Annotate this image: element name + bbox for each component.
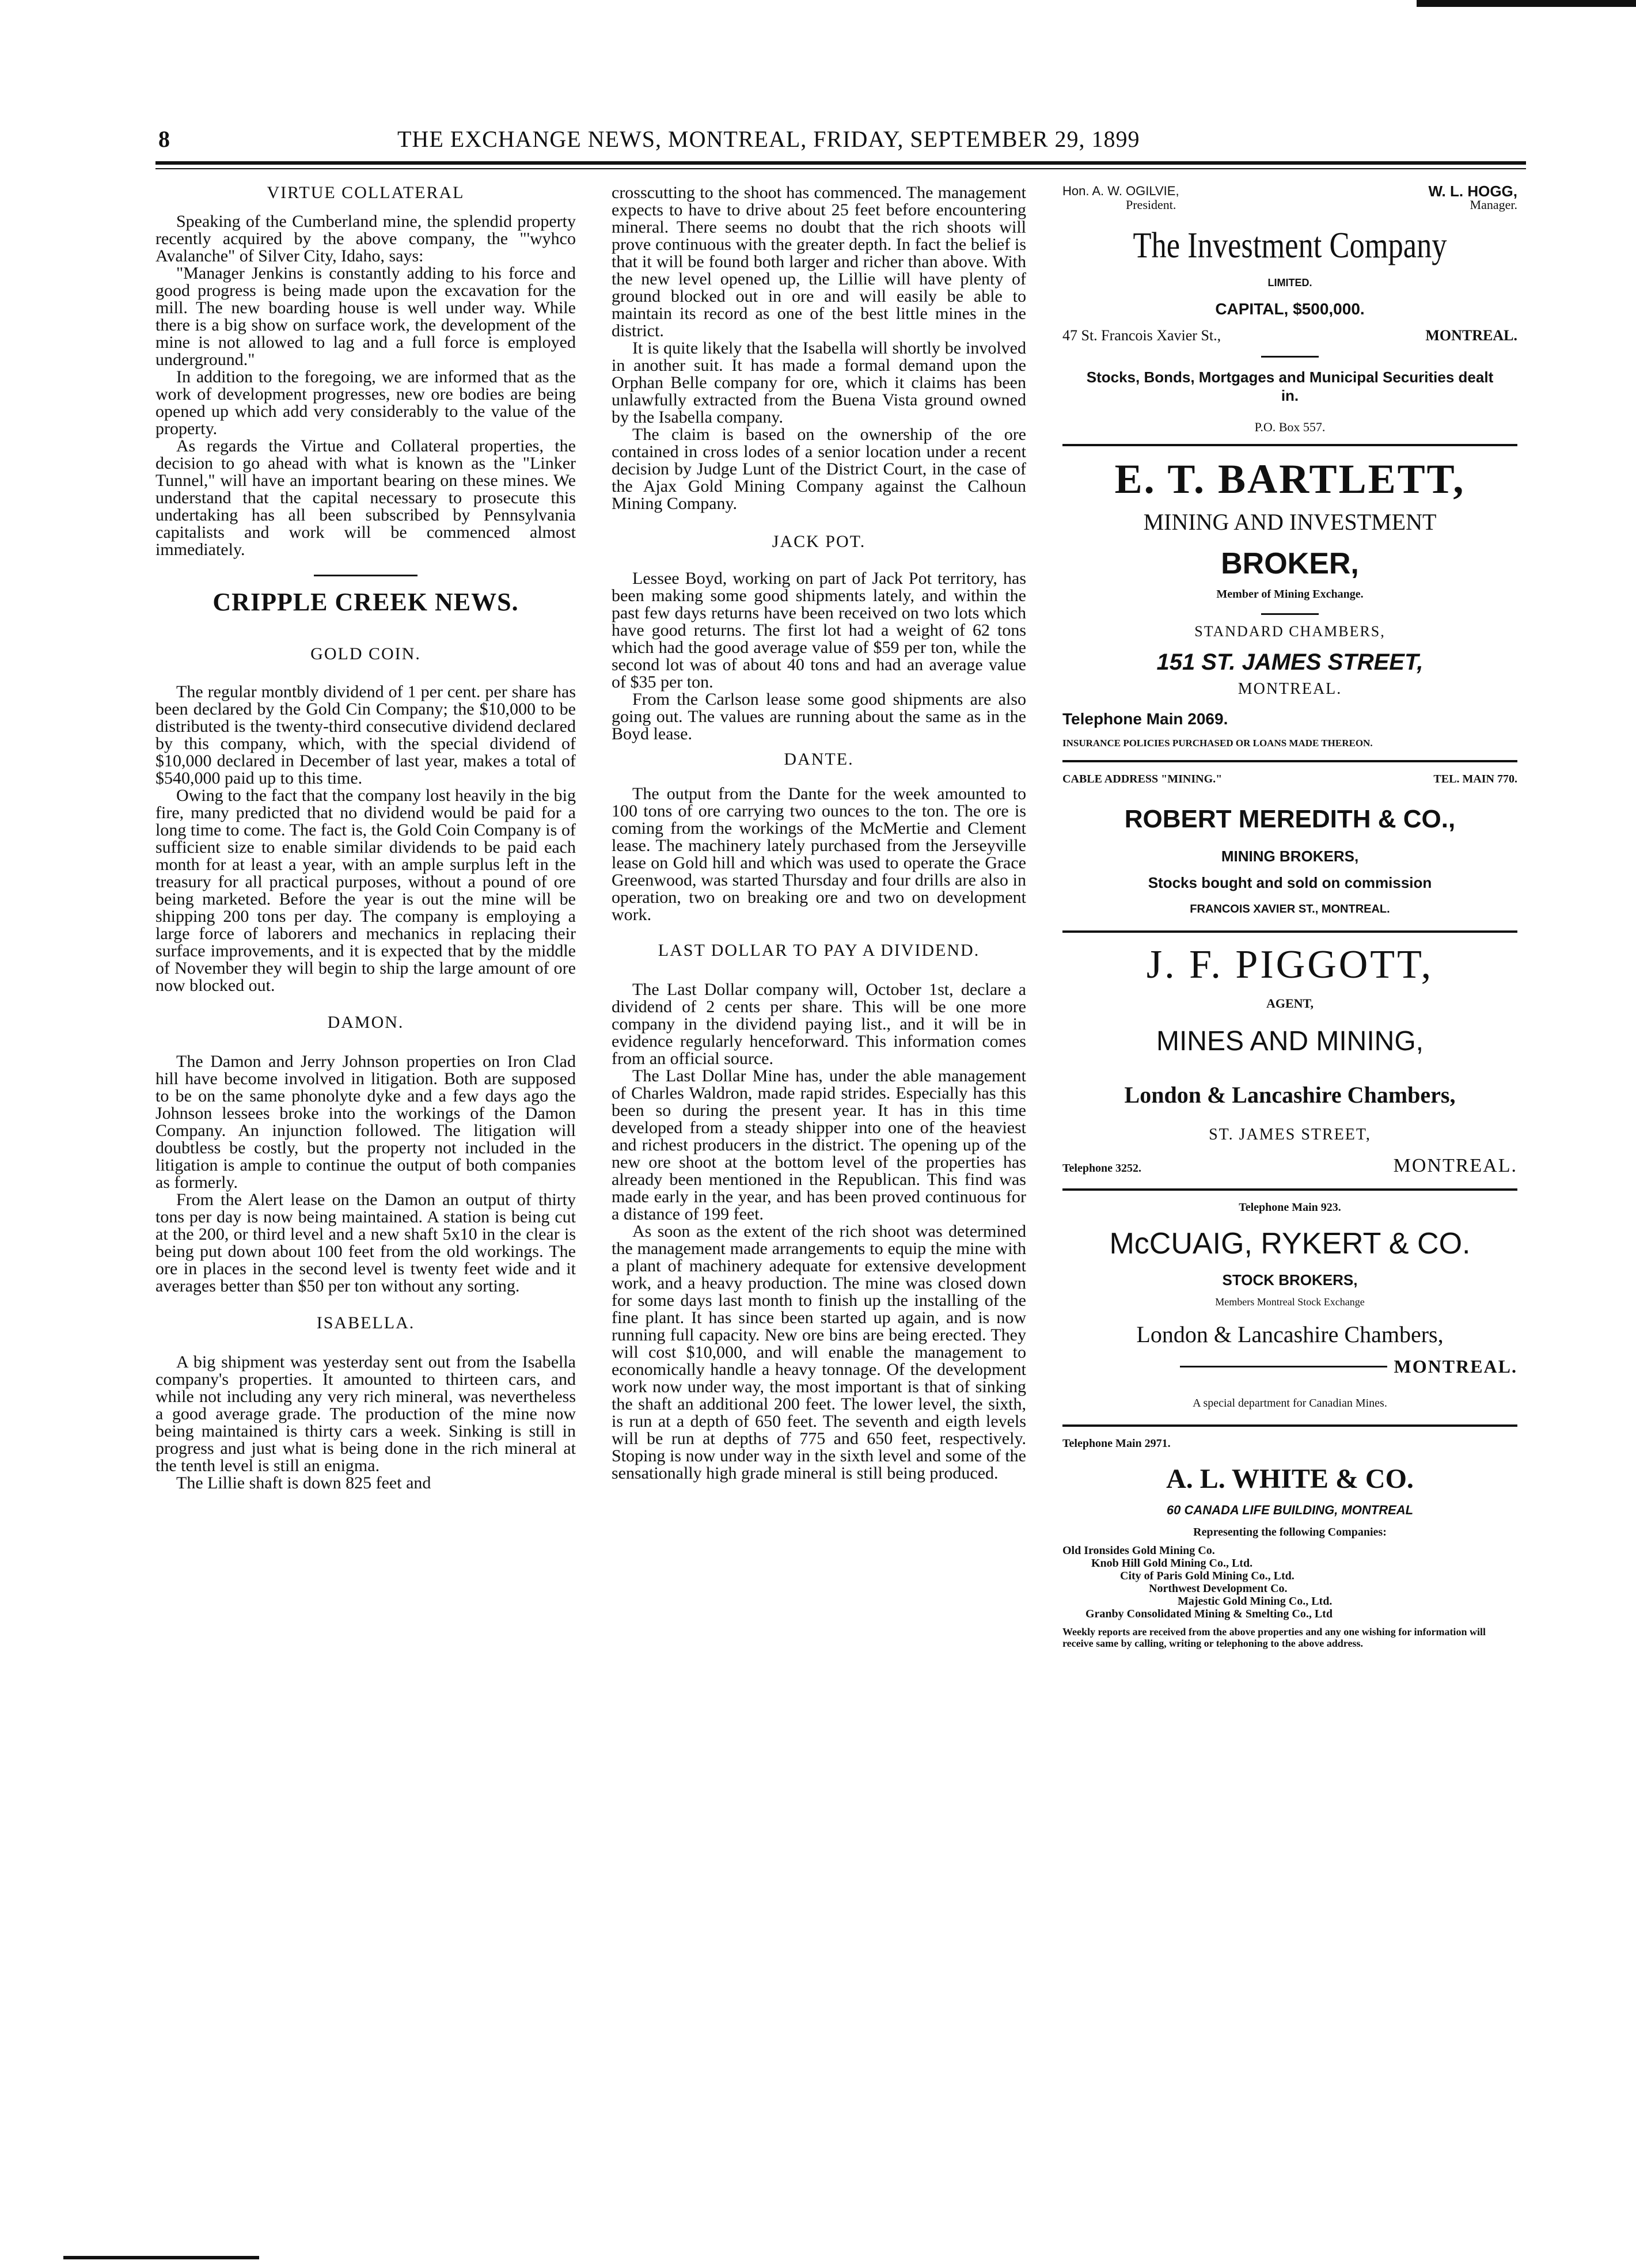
bottom-edge-rule [63,2256,259,2259]
bartlett-insurance: INSURANCE POLICIES PURCHASED OR LOANS MADE THEREON. [1062,738,1373,749]
virtue-heading: VIRTUE COLLATERAL [267,183,465,202]
investment-limited: LIMITED. [1267,277,1312,288]
white-company: Northwest Development Co. [1149,1582,1288,1595]
white-company: Old Ironsides Gold Mining Co. [1062,1544,1215,1557]
ad-short-rule [1261,613,1319,615]
mccuaig-phone: Telephone Main 923. [1239,1201,1341,1214]
bartlett-member: Member of Mining Exchange. [1216,588,1364,601]
meredith-role: MINING BROKERS, [1221,848,1359,865]
ad-divider [1062,1424,1517,1427]
top-edge-rule [1417,0,1636,7]
mccuaig-rule [1180,1366,1387,1367]
piggott-chambers: London & Lancashire Chambers, [1124,1082,1456,1108]
ad-divider [1062,444,1517,446]
mccuaig-note: A special department for Canadian Mines. [1193,1397,1387,1410]
bartlett-chambers: STANDARD CHAMBERS, [1194,623,1386,640]
column-2 [612,184,1026,1482]
virtue-para-4: As regards the Virtue and Collateral properties, the decision to go ahead with what is known as the "Linker Tunnel," will have an important bearing on these mines. We understand that the capital necessary to prosecute this undertaking has all been subscribed by Pennsylvania capitalists and work will be commenced almost immediately. [155,436,576,559]
white-company: Knob Hill Gold Mining Co., Ltd. [1091,1557,1253,1570]
white-address: 60 CANADA LIFE BUILDING, MONTREAL [1166,1503,1414,1517]
bartlett-line-2: BROKER, [1221,547,1359,580]
bartlett-city: MONTREAL. [1238,680,1342,698]
isabella-cont-para-3: The claim is based on the ownership of the ore contained in cross lodes of a senior location under a recent decision by Judge Lunt of the District Court, in the case of the Ajax Gold Mining Company against the Calhoun Mining Company. [612,425,1026,513]
piggott-name: J. F. PIGGOTT, [1146,943,1434,987]
column-1 [155,184,576,1492]
bartlett-ad [1062,454,1517,752]
virtue-para-3: In addition to the foregoing, we are informed that as the work of development progresses, new ore bodies are being opened up which add very considerably to the value of the property. [155,367,576,438]
meredith-business: Stocks bought and sold on commission [1148,874,1432,891]
gold-coin-para-2: Owing to the fact that the company lost heavily in the big fire, many predicted that no dividend would be paid for a long time to come. The fact is, the Gold Coin Company is of sufficient size to enable similar dividends to be paid each month for at least a year, with an ample surplus left in the treasury for all practical purposes, without a pound of ore being marketed. Before the year is out the mine will be shipping 200 tons per day. The company is employing a large force of laborers and mechanics in replacing their surface improvements, and it is expected that by the middle of November they will begin to ship the large amount of ore now blocked out. [155,786,576,995]
white-ad [1062,1435,1517,1649]
bartlett-street: 151 ST. JAMES STREET, [1156,649,1424,675]
president-name: Hon. A. W. OGILVIE, [1062,184,1179,198]
manager-role: Manager. [1470,197,1517,212]
mccuaig-chambers: London & Lancashire Chambers, [1136,1321,1444,1347]
damon-para-1: The Damon and Jerry Johnson properties on Iron Clad hill have become involved in litigation. Both are supposed to be on the same phonolyte dyke and a few days ago the Johnson lessees broke into the workings of the Damon Company. An injunction followed. The litigation will doubtless be costly, but the property not included in the litigation is ample to continue the output of both companies as formerly. [155,1052,576,1192]
ad-short-rule [1261,356,1319,358]
bartlett-phone: Telephone Main 2069. [1062,710,1228,728]
cripple-creek-heading: CRIPPLE CREEK NEWS. [212,588,519,616]
mccuaig-name: McCUAIG, RYKERT & CO. [1109,1227,1471,1260]
investment-company-title: The Investment Company [1133,225,1447,265]
mccuaig-role: STOCK BROKERS, [1222,1271,1358,1289]
investment-capital: CAPITAL, $500,000. [1215,300,1365,318]
isabella-para-2: The Lillie shaft is down 825 feet and [176,1473,431,1492]
masthead: THE EXCHANGE NEWS, MONTREAL, FRIDAY, SEPTEMBER 29, 1899 [397,126,1140,152]
president-role: President. [1126,197,1176,212]
piggott-role: AGENT, [1266,996,1314,1010]
investment-company-ad [1062,184,1517,436]
dante-heading: DANTE. [784,750,854,769]
last-dollar-para-3: As soon as the extent of the rich shoot was determined the management made arrangements to equip the mine with a plant of machinery adequate for extensive development work, and a heavy production. The mine was closed down for some days last month to finish up the installing of the fine plant. It has since been started up again, and is now running full capacity. New ore bins are being erected. They will cost $10,000, and will enable the management to economically handle a heavy tonnage. Of the development work now under way, the most important is that of sinking the shaft an additional 200 feet. The lower level, the sixth, is run at a depth of 650 feet. The seventh and eigth levels will be run at depths of 775 and 650 feet, respectively. Stoping is now under way in the sixth level and some of the sensationally high grade mineral is still being produced. [612,1222,1026,1483]
piggott-phone: Telephone 3252. [1062,1162,1142,1175]
header-rule [155,161,1526,165]
white-representing: Representing the following Companies: [1193,1526,1387,1538]
isabella-heading: ISABELLA. [316,1313,415,1332]
manager-name: W. L. HOGG, [1428,183,1517,200]
section-divider [314,575,417,576]
isabella-cont-para-1: crosscutting to the shoot has commenced. The management expects to have to drive about 25 feet before encountering mineral. There seems no doubt that the rich shoots will prove continuous with the greater depth. In fact the belief is that it will be found both larger and richer than above. With the new level opened up, the Lillie will have plenty of ground blocked out in ore and will easily be able to maintain its record as one of the best little mines in the district. [612,183,1026,340]
isabella-para-1: A big shipment was yesterday sent out from the Isabella company's properties. It amounted to thirteen cars, and while not including any very rich mineral, was nevertheless a good average grade. The production of the mine now being maintained is thirty cars a week. Sinking is still in progress and just what is being done in the rich mineral at the tenth level is still an enigma. [155,1353,576,1475]
jack-pot-para-1: Lessee Boyd, working on part of Jack Pot territory, has been making some good shipments lately, and within the past few days returns have been received on two lots which have good returns. The first lot had a weight of 62 tons which had the good average value of $59 per ton, while the second lot was of about 40 tons and had an average value of $35 per ton. [612,569,1026,692]
white-company: Majestic Gold Mining Co., Ltd. [1178,1595,1333,1608]
piggott-ad [1062,941,1517,1177]
page-number: 8 [158,126,170,152]
meredith-tel: TEL. MAIN 770. [1433,773,1517,785]
isabella-cont-para-2: It is quite likely that the Isabella will shortly be involved in another suit. It has made a formal demand upon the Orphan Belle company for ore, which it claims has been unlawfully extracted from the Buena Vista ground owned by the Isabella company. [612,339,1026,427]
last-dollar-para-1: The Last Dollar company will, October 1st, declare a dividend of 2 cents per share. This will be one more company in the dividend paying list., and it will be in evidence regularly henceforward. This information comes from an official source. [612,980,1026,1068]
piggott-street: ST. JAMES STREET, [1209,1126,1371,1144]
ad-divider [1062,760,1517,762]
investment-address: 47 St. Francois Xavier St., [1062,327,1221,344]
virtue-para-1: Speaking of the Cumberland mine, the splendid property recently acquired by the above company, the "'wyhco Avalanche" of Silver City, Idaho, says: [155,212,576,265]
damon-heading: DAMON. [327,1013,404,1032]
white-footer: Weekly reports are received from the above properties and any one wishing for information will receive same by calling, writing or telephoning to the above address. [1062,1626,1486,1649]
white-company: City of Paris Gold Mining Co., Ltd. [1120,1570,1295,1582]
jack-pot-para-2: From the Carlson lease some good shipments are also going out. The values are running about the same as in the Boyd lease. [612,690,1026,743]
ad-divider [1062,930,1517,933]
ad-divider [1062,1188,1517,1191]
dante-para-1: The output from the Dante for the week amounted to 100 tons of ore carrying two ounces to the ton. The ore is coming from the workings of the McMertie and Clement lease. The machinery lately purchased from the Jerseyville lease on Gold hill and which was used to operate the Grace Greenwood, was started Thursday and four drills are also in operation, two on breaking ore and two on development work. [612,784,1026,924]
white-name: A. L. WHITE & CO. [1166,1464,1414,1494]
damon-para-2: From the Alert lease on the Damon an output of thirty tons per day is now being maintained. A station is being cut at the 200, or third level and a new shaft 5x10 in the clear is being put down about 100 feet from the old workings. The ore in places in the second level is twenty feet wide and it averages better than $50 per ton without any sorting. [155,1190,576,1296]
header-rule-thin [155,168,1526,169]
last-dollar-para-2: The Last Dollar Mine has, under the able management of Charles Waldron, made rapid strides. Especially has this been so during the present year. It has in this time developed from a steady shipper into one of the heaviest and richest producers in the district. The opening up of the new ore shoot at the bottom level of the properties has already been mentioned in the Republican. This find was made early in the year, and has been proved continuous for a distance of 199 feet. [612,1066,1026,1224]
white-company: Granby Consolidated Mining & Smelting Co., Ltd [1085,1608,1333,1620]
investment-business: Stocks, Bonds, Mortgages and Municipal Securities dealt in. [1086,368,1494,404]
advertisements-column [1062,184,1517,1649]
last-dollar-heading: LAST DOLLAR TO PAY A DIVIDEND. [658,941,980,960]
meredith-name: ROBERT MEREDITH & CO., [1124,805,1456,833]
jack-pot-heading: JACK POT. [772,532,866,551]
virtue-para-2: "Manager Jenkins is constantly adding to his force and good progress is being made upon the excavation for the mill. The new boarding house is well under way. While there is a big show on surface work, the development of the mine is not allowed to lag and a full force is employed underground." [155,264,576,369]
gold-coin-heading: GOLD COIN. [310,644,421,663]
investment-box: P.O. Box 557. [1254,420,1326,434]
mccuaig-city: MONTREAL. [1394,1356,1517,1377]
bartlett-name: E. T. BARTLETT, [1114,456,1466,502]
mccuaig-members: Members Montreal Stock Exchange [1215,1296,1365,1308]
meredith-cable: CABLE ADDRESS "MINING." [1062,773,1223,785]
white-phone: Telephone Main 2971. [1062,1437,1171,1450]
piggott-business: MINES AND MINING, [1156,1026,1424,1057]
investment-city: MONTREAL. [1425,327,1517,344]
bartlett-line-1: MINING AND INVESTMENT [1143,509,1437,535]
mccuaig-ad [1062,1199,1517,1412]
meredith-address: FRANCOIS XAVIER ST., MONTREAL. [1190,903,1390,915]
meredith-ad [1062,770,1517,918]
gold-coin-para-1: The regular montbly dividend of 1 per cent. per share has been declared by the Gold Cin Company; the $10,000 to be distributed is the twenty-third consecutive dividend declared by this company, which, with the special dividend of $10,000 declared in December of last year, makes a total of $540,000 paid up to this time. [155,682,576,788]
piggott-city: MONTREAL. [1393,1155,1517,1176]
